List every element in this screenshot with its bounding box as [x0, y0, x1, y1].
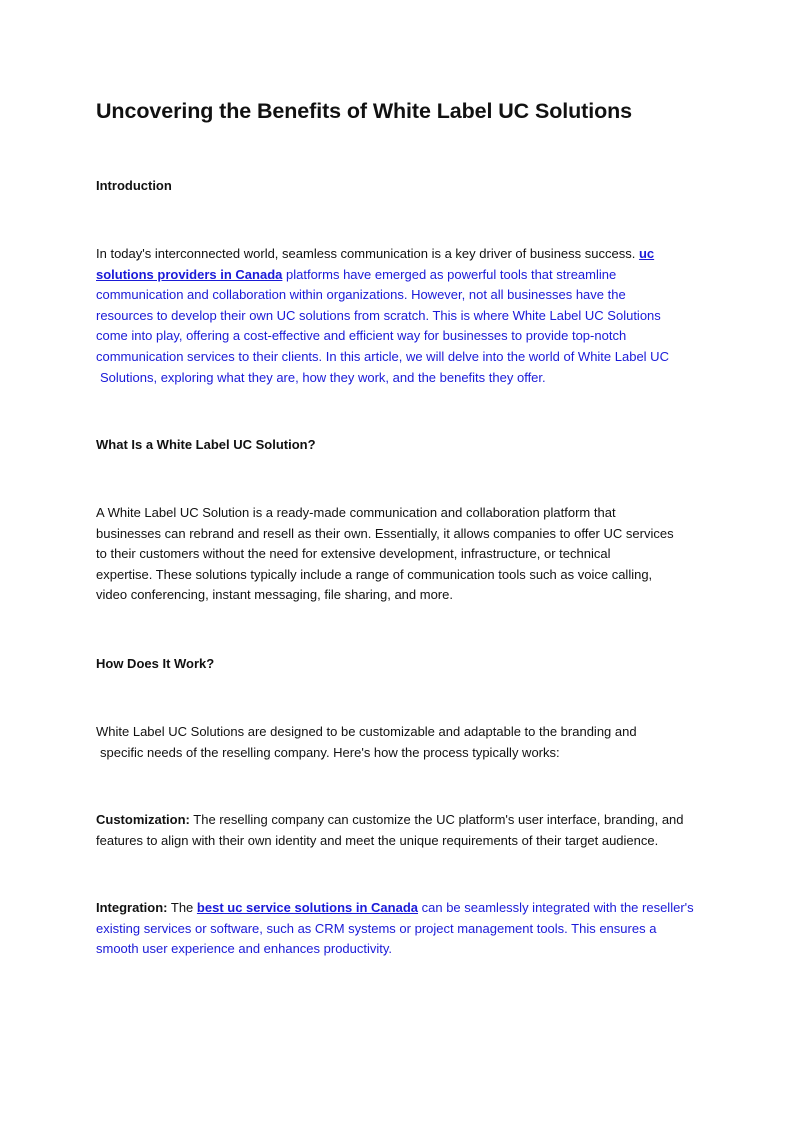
how-it-works-paragraph: White Label UC Solutions are designed to be customizable and adaptable to the branding and specific needs of the reselling company. Here's how the process typically works: [96, 724, 637, 760]
best-uc-service-solutions-link[interactable]: best uc service solutions in Canada [196, 900, 418, 915]
uc-solutions-providers-link[interactable]: uc solutions providers in Canada [96, 246, 655, 282]
section-heading-introduction: Introduction [96, 178, 172, 193]
intro-paragraph: In today's interconnected world, seamless communication is a key driver of business success. uc solutions providers in Canada platforms have emerged as powerful tools that streamline communication and collaboration within organizations. However, not all businesses have the resources to develop their own UC solutions from scratch. This is where White Label UC Solutions come into play, offering a cost-effective and efficient way for businesses to provide top-notch communication services to their clients. In this article, we will delve into the world of White Label UC Solutions, exploring what they are, how they work, and the benefits they offer. [96, 246, 669, 385]
customization-paragraph: Customization: The reselling company can customize the UC platform's user interface, branding, and features to align with their own identity and meet the unique requirements of their target audience. [96, 812, 684, 848]
intro-text-blue: platforms have emerged as powerful tools that streamline [286, 266, 617, 282]
intro-text: In today's interconnected world, seamless communication is a key driver of business success. [96, 246, 636, 261]
section-heading-how-it-works: How Does It Work? [96, 656, 215, 671]
customization-label: Customization: [96, 812, 190, 827]
section-heading-what-is: What Is a White Label UC Solution? [96, 437, 316, 452]
page-title: Uncovering the Benefits of White Label UC Solutions [96, 99, 633, 123]
integration-paragraph: Integration: The best uc service solutions in Canada can be seamlessly integrated with the reseller's existing services or software, such as CRM systems or project management tools. This ensures a smooth user experience and enhances productivity. [96, 900, 694, 957]
what-is-paragraph: A White Label UC Solution is a ready-made communication and collaboration platform that businesses can rebrand and resell as their own. Essentially, it allows companies to offer UC services to their customers without the need for extensive development, infrastructure, or technical expertise. These solutions typically include a range of communication tools such as voice calling, video conferencing, instant messaging, file sharing, and more. [96, 505, 674, 603]
integration-label: Integration: [96, 900, 168, 915]
